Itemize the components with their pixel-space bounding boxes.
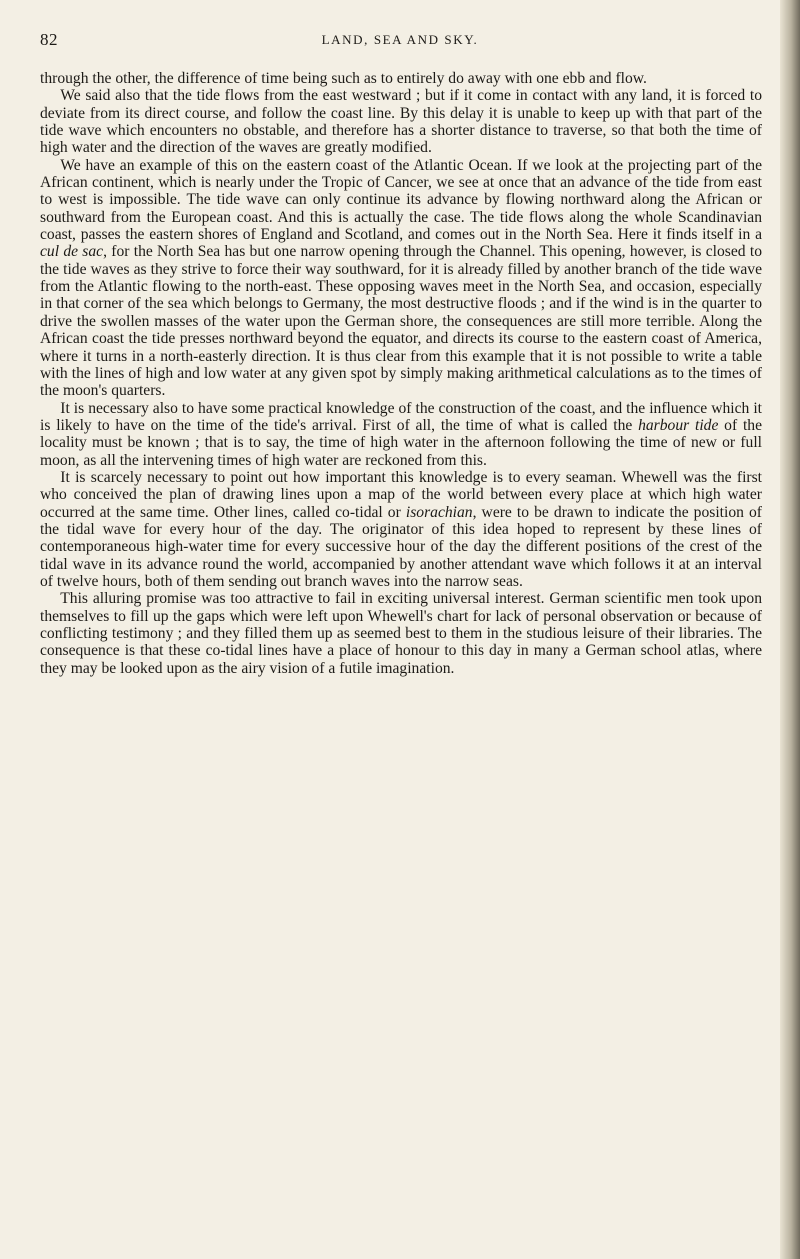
paragraph-text: , for the North Sea has but one narrow opening through the Channel. This opening, however, is closed to the tide waves as they strive to force their way southward, for it is already filled by another branch of the tide wave from the Atlantic flowing to the north-east. These opposing waves meet in the North Sea, and occasion, especially in that corner of the sea which belongs to Germany, the most destructive floods ; and if the wind is in the quarter to drive the swollen masses of the water upon the German shore, the consequences are still more terrible. Along the African coast the tide presses northward beyond the equator, and directs its course to the eastern coast of America, where it turns in a north-easterly direction. It is thus clear from this example that it is not possible to write a table with the lines of high and low water at any given spot by simply making arithmetical calculations as to the times of the moon's quarters.: [40, 243, 762, 400]
page-header: [40, 30, 760, 58]
page-number: 82: [40, 30, 58, 49]
running-head: LAND, SEA AND SKY.: [321, 32, 479, 47]
paragraph: [40, 157, 762, 400]
italic-phrase: cul de sac: [40, 243, 104, 261]
paragraph-text: , were to be drawn to indicate the position of the tidal wave for every hour of the day. The originator of this idea hoped to represent by these lines of contemporaneous high-water time for every successive hour of the day the different positions of the crest of the tidal wave in its advance round the world, accompanied by another attendant wave which follows it at an interval of twelve hours, both of them sending out branch waves into the narrow seas.: [40, 503, 762, 590]
paragraph-text: We have an example of this on the eastern coast of the Atlantic Ocean. If we look at the projecting part of the African continent, which is nearly under the Tropic of Cancer, we see at once that an advance of the tide from east to west is impossible. The tide wave can only continue its advance by flowing northward along the African or southward from the European coast. And this is actually the case. The tide flows along the whole Scandinavian coast, passes the eastern shores of England and Scotland, and comes out in the North Sea. Here it finds itself in a: [40, 156, 762, 244]
paragraph: [40, 469, 762, 590]
paragraph-text: of the locality must be known ; that is to say, the time of high water in the afternoon following the time of new or full moon, as all the intervening times of high water are reckoned from this.: [40, 416, 762, 469]
body-text: [40, 70, 762, 1240]
paragraph-text: It is necessary also to have some practical knowledge of the construction of the coast, and the influence which it is likely to have on the time of the tide's arrival. First of all, the time of what is called the: [40, 399, 762, 434]
italic-phrase: isorachian: [405, 503, 473, 521]
paragraph: [40, 400, 762, 469]
italic-phrase: harbour tide: [638, 416, 719, 434]
page-edge-shadow: [780, 0, 800, 1259]
paragraph-text: It is scarcely necessary to point out how important this knowledge is to every seaman. Whewell was the first who conceived the plan of drawing lines upon a map of the world between every place at which high water occurred at the same time. Other lines, called co-tidal or: [40, 468, 762, 521]
paragraph: through the other, the difference of time being such as to entirely do away with one ebb and flow.: [40, 70, 647, 87]
paragraph: This alluring promise was too attractive to fail in exciting universal interest. German scientific men took upon themselves to fill up the gaps which were left upon Whewell's chart for lack of personal observation or because of conflicting testimony ; and they filled them up as seemed best to them in the studious leisure of their libraries. The consequence is that these co-tidal lines have a place of honour to this day in many a German school atlas, where they may be looked upon as the airy vision of a futile imagination.: [40, 590, 762, 677]
paragraph: We said also that the tide flows from the east westward ; but if it come in contact with any land, it is forced to deviate from its direct course, and follow the coast line. By this delay it is unable to keep up with that part of the tide wave which encounters no obstable, and therefore has a shorter distance to traverse, so that both the time of high water and the direction of the waves are greatly modified.: [40, 87, 762, 157]
